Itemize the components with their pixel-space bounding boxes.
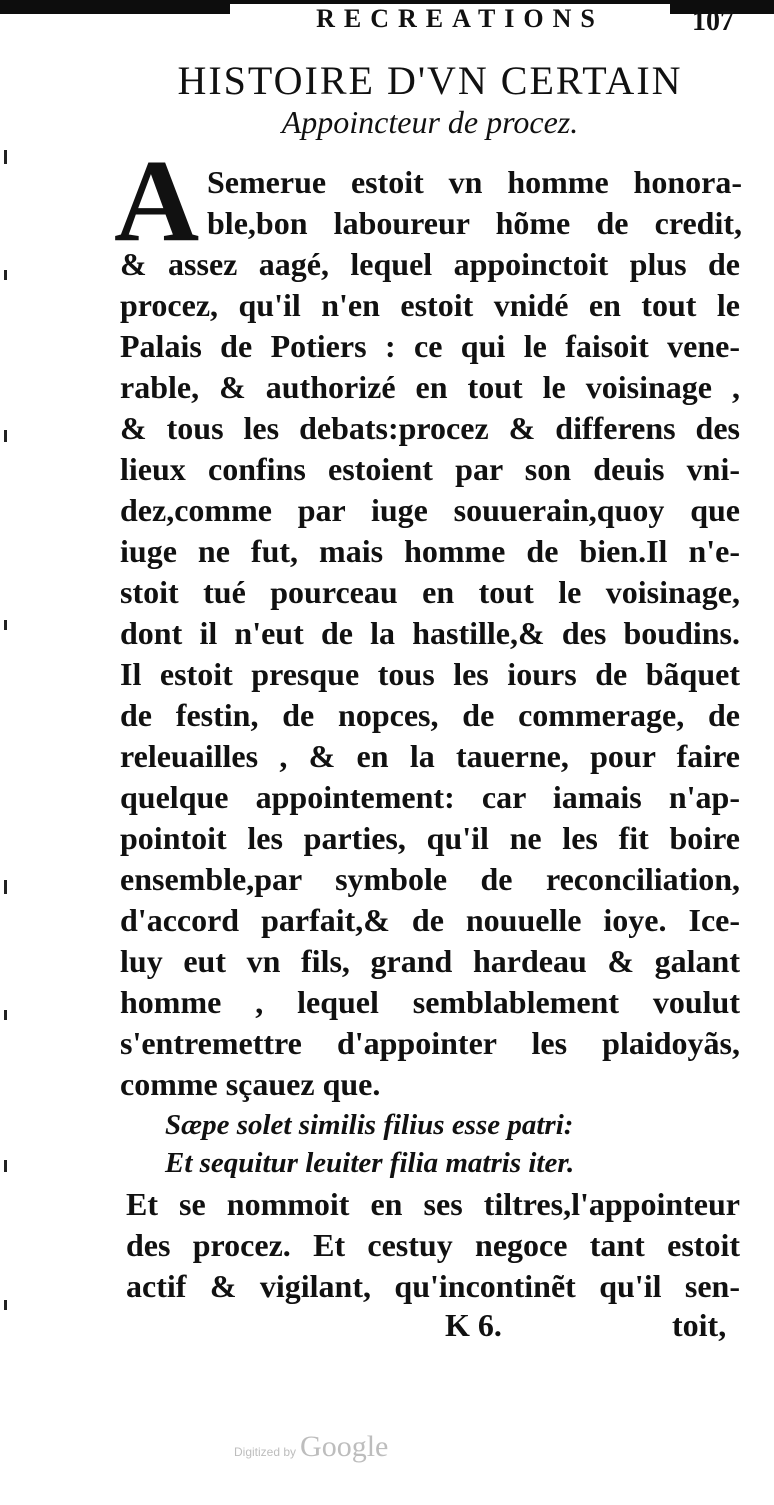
text-line: actif & vigilant, qu'incontinẽt qu'il sen- [126,1268,740,1304]
text-line: dont il n'eut de la hastille,& des boudins. [120,615,740,651]
latin-verse: Sæpe solet similis filius esse patri: [165,1109,574,1141]
catchword: toit, [672,1307,727,1343]
text-line: homme , lequel semblablement voulut [120,984,740,1020]
text-line: luy eut vn fils, grand hardeau & galant [120,943,740,979]
text-line: stoit tué pourceau en tout le voisinage, [120,574,740,610]
gutter-mark [4,1010,7,1020]
folio-number: 107 [692,6,734,37]
text-line: pointoit les parties, qu'il ne les fit boire [120,820,740,856]
text-line: iuge ne fut, mais homme de bien.Il n'e- [120,533,740,569]
chapter-subtitle: Appoincteur de procez. [281,104,579,140]
text-line: d'accord parfait,& de nouuelle ioye. Ice- [120,902,740,938]
text-line: Il estoit presque tous les iours de bãquet [120,656,740,692]
text-line: & tous les debats:procez & differens des [120,410,740,446]
text-line: ble,bon laboureur hõme de credit, [207,205,742,241]
text-line: lieux confins estoient par son deuis vni- [120,451,740,487]
text-line: s'entremettre d'appointer les plaidoyãs, [120,1025,740,1061]
digitized-watermark [234,1430,388,1464]
signature-mark: K 6. [445,1307,502,1343]
drop-cap: A [114,135,200,266]
text-line: & assez aagé, lequel appoinctoit plus de [120,246,740,282]
latin-verse: Et sequitur leuiter filia matris iter. [165,1147,575,1179]
chapter-title: HISTOIRE D'VN CERTAIN [177,58,683,103]
gutter-mark [4,1160,7,1172]
google-logo: Google [300,1430,389,1463]
running-head: RECREATIONS [316,6,604,28]
text-line: Et se nommoit en ses tiltres,l'appointeur [126,1186,740,1222]
text-line: ensemble,par symbole de reconciliation, [120,861,740,897]
gutter-mark [4,150,7,164]
gutter-mark [4,1300,7,1310]
gutter-mark [4,270,7,280]
text-line: Palais de Potiers : ce qui le faisoit vene- [120,328,740,364]
text-line: des procez. Et cestuy negoce tant estoit [126,1227,740,1263]
gutter-mark [4,620,7,630]
text-line: dez,comme par iuge souuerain,quoy que [120,492,740,528]
text-line: releuailles , & en la tauerne, pour faire [120,738,740,774]
text-line: Semerue estoit vn homme honora- [207,164,742,200]
gutter-mark [4,430,7,442]
text-line: quelque appointement: car iamais n'ap- [120,779,740,815]
gutter-mark [4,880,7,894]
text-line: rable, & authorizé en tout le voisinage , [120,369,740,405]
text-line: procez, qu'il n'en estoit vnidé en tout le [120,287,740,323]
text-line: comme sçauez que. [120,1066,381,1102]
watermark-prefix: Digitized by [234,1445,297,1459]
text-line: de festin, de nopces, de commerage, de [120,697,740,733]
